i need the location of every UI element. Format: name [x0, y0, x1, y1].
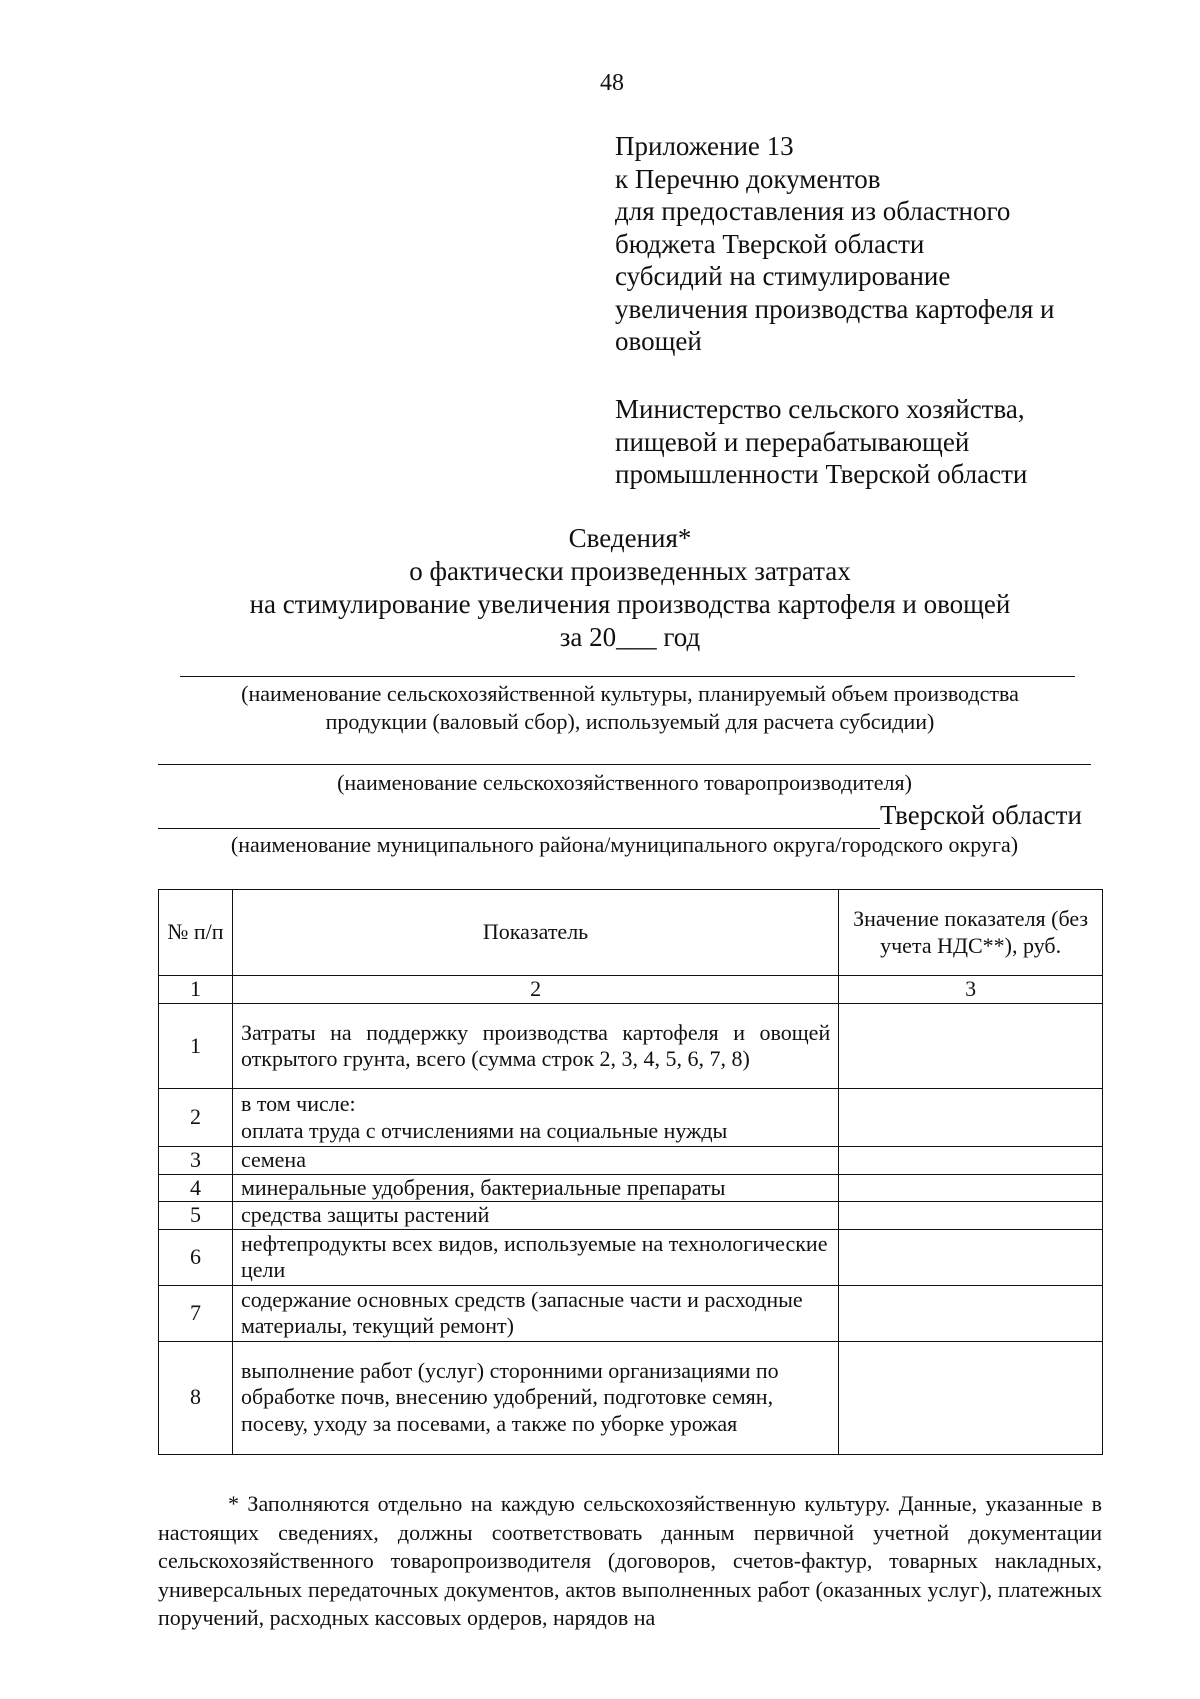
- row-indicator: [232, 1089, 838, 1147]
- row-value: [839, 1202, 1103, 1230]
- row-indicator-line: в том числе:: [240, 1091, 356, 1116]
- table-row: [159, 1089, 1103, 1147]
- row-number: 6: [159, 1229, 233, 1285]
- row-indicator-line: оплата труда с отчислениями на социальные нужды: [240, 1117, 728, 1143]
- title-line: Сведения*: [568, 523, 692, 553]
- title-line: на стимулирование увеличения производства картофеля и овощей: [249, 589, 1011, 619]
- table-header-row: [159, 890, 1103, 976]
- row-number: 2: [159, 1089, 233, 1147]
- header-num: № п/п: [159, 890, 233, 976]
- table-row: [159, 1229, 1103, 1285]
- appendix-line: бюджета Тверской области: [615, 228, 925, 259]
- ministry-addressee: [615, 393, 1135, 491]
- appendix-line: субсидий на стимулирование: [615, 261, 951, 291]
- district-fill-line: [158, 828, 880, 829]
- row-number: 4: [159, 1174, 233, 1202]
- appendix-line: Приложение 13: [615, 131, 794, 161]
- row-number: 5: [159, 1202, 233, 1230]
- table-row: [159, 1285, 1103, 1341]
- row-value: [839, 1004, 1103, 1089]
- row-indicator: минеральные удобрения, бактериальные препараты: [232, 1174, 838, 1202]
- row-value: [839, 1341, 1103, 1454]
- appendix-line: увеличения производства картофеля и: [615, 293, 1055, 324]
- producer-caption: (наименование сельскохозяйственного товаропроизводителя): [337, 770, 912, 795]
- row-number: 7: [159, 1285, 233, 1341]
- table-row: [159, 1202, 1103, 1230]
- row-number: 1: [159, 1004, 233, 1089]
- crop-caption: (наименование сельскохозяйственной культуры, планируемый объем производства продукции (валовый сбор), используемый для расчета субсидии): [241, 681, 1019, 734]
- district-caption: (наименование муниципального района/муниципального округа/городского округа): [230, 832, 1019, 857]
- table-row: [159, 1174, 1103, 1202]
- row-indicator: семена: [232, 1147, 838, 1175]
- page-number: 48: [600, 70, 624, 96]
- column-number: 2: [232, 976, 838, 1004]
- appendix-line: к Перечню документов: [615, 163, 881, 194]
- title-line: о фактически произведенных затратах: [409, 556, 851, 586]
- column-number-row: [159, 976, 1103, 1004]
- header-value: Значение показателя (без учета НДС**), руб.: [839, 890, 1103, 976]
- ministry-line: Министерство сельского хозяйства,: [615, 394, 1025, 424]
- row-value: [839, 1174, 1103, 1202]
- row-indicator: нефтепродукты всех видов, используемые на технологические цели: [232, 1229, 838, 1285]
- table-row: [159, 1004, 1103, 1089]
- crop-fill-line: [180, 676, 1075, 677]
- ministry-line: пищевой и перерабатывающей: [615, 426, 970, 457]
- row-value: [839, 1229, 1103, 1285]
- row-indicator: средства защиты растений: [232, 1202, 838, 1230]
- row-indicator: содержание основных средств (запасные части и расходные материалы, текущий ремонт): [232, 1285, 838, 1341]
- column-number: 1: [159, 976, 233, 1004]
- document-title: [100, 522, 1160, 654]
- appendix-line: овощей: [615, 326, 702, 356]
- region-suffix: Тверской области: [880, 800, 1082, 830]
- appendix-header: [615, 130, 1135, 358]
- row-indicator: выполнение работ (услуг) сторонними организациями по обработке почв, внесению удобрений, подготовке семян, посеву, уходу за посевами, а также по уборке урожая: [232, 1341, 838, 1454]
- column-number: 3: [839, 976, 1103, 1004]
- footnote: * Заполняются отдельно на каждую сельскохозяйственную культуру. Данные, указанные в настоящих сведениях, должны соответствовать данным первичной учетной документации сельскохозяйственного товаропроизводителя (договоров, счетов-фактур, товарных накладных, универсальных передаточных документов, актов выполненных работ (оказанных услуг), платежных поручений, расходных кассовых ордеров, нарядов на: [158, 1491, 1102, 1630]
- row-value: [839, 1089, 1103, 1147]
- row-number: 3: [159, 1147, 233, 1175]
- table-row: [159, 1341, 1103, 1454]
- title-line: за 20___ год: [559, 622, 701, 652]
- row-indicator: Затраты на поддержку производства картофеля и овощей открытого грунта, всего (сумма строк 2, 3, 4, 5, 6, 7, 8): [232, 1004, 838, 1089]
- expenses-table: [158, 889, 1103, 1455]
- producer-fill-line: [158, 764, 1091, 765]
- row-number: 8: [159, 1341, 233, 1454]
- ministry-line: промышленности Тверской области: [615, 459, 1028, 489]
- row-value: [839, 1147, 1103, 1175]
- header-indicator: Показатель: [232, 890, 838, 976]
- row-value: [839, 1285, 1103, 1341]
- table-row: [159, 1147, 1103, 1175]
- appendix-line: для предоставления из областного: [615, 196, 1011, 226]
